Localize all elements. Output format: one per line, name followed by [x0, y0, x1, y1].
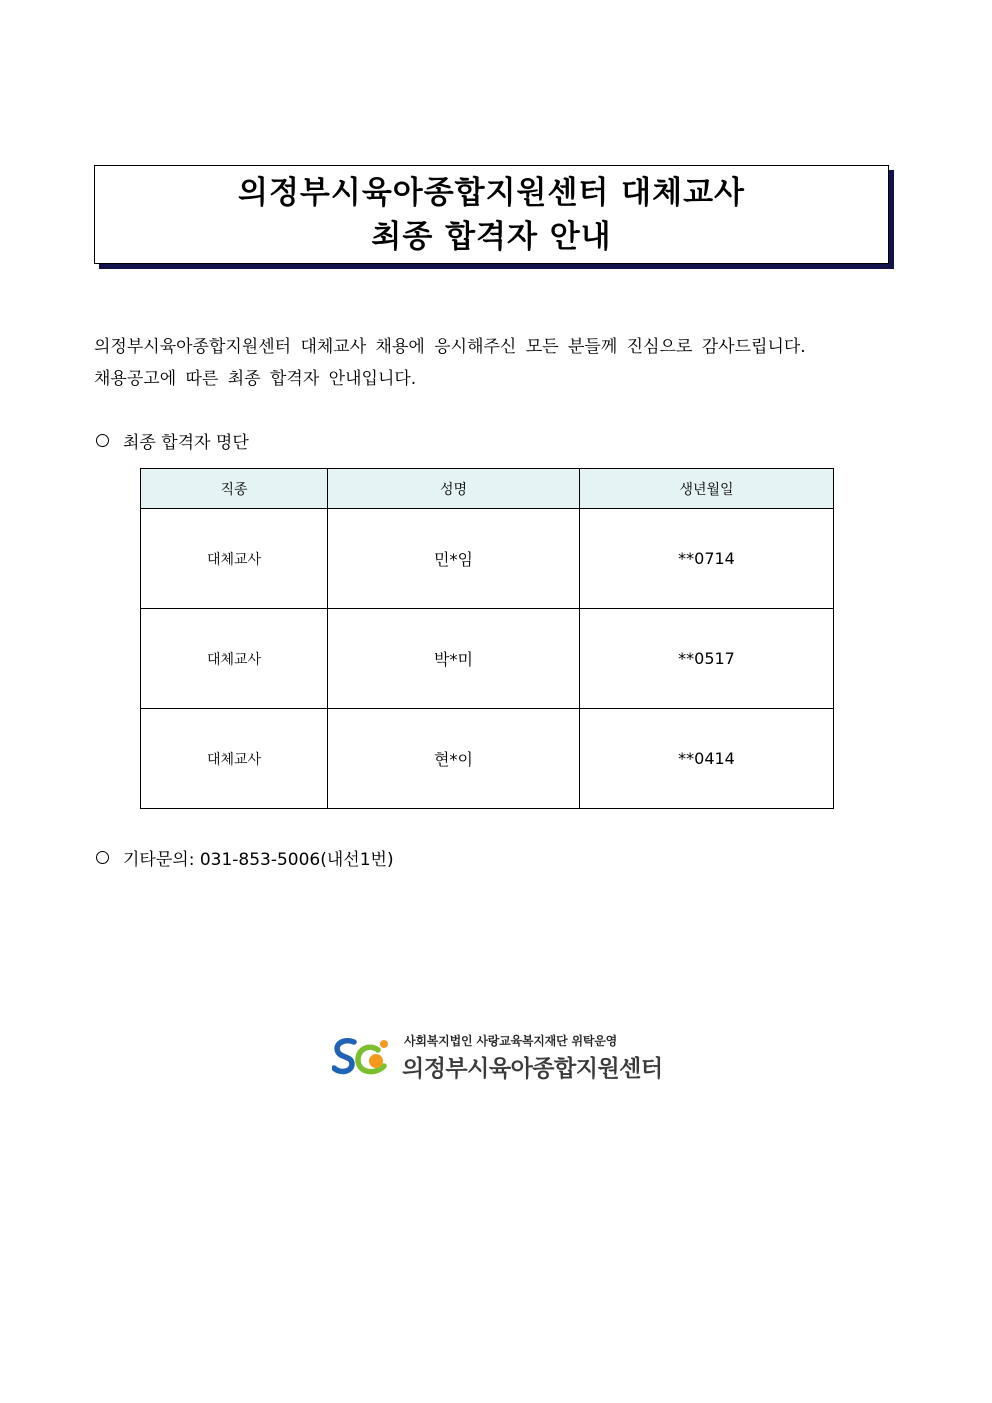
circle-bullet-icon — [96, 851, 109, 864]
logo-subtitle: 사회복지법인 사랑교육복지재단 위탁운영 — [404, 1034, 618, 1048]
cell-job-type: 대체교사 — [141, 509, 328, 609]
section-heading-results — [94, 428, 249, 453]
cell-job-type: 대체교사 — [141, 709, 328, 809]
contact-info-text: 기타문의: 031-853-5006(내선1번) — [123, 850, 394, 870]
table-header-row — [141, 469, 834, 509]
table-row — [141, 709, 834, 809]
table-row — [141, 609, 834, 709]
logo-organization-name: 의정부시육아종합지원센터 — [402, 1056, 663, 1082]
title-box — [94, 165, 889, 264]
cell-birthdate: **0414 — [580, 709, 834, 809]
header-job-type: 직종 — [141, 469, 328, 509]
intro-paragraph — [94, 331, 806, 395]
results-table — [140, 468, 834, 809]
cell-name: 박*미 — [328, 609, 580, 709]
organization-logo — [332, 1030, 662, 1082]
cell-job-type: 대체교사 — [141, 609, 328, 709]
contact-info — [94, 845, 394, 870]
logo-mark-icon — [332, 1034, 394, 1080]
intro-line-2: 채용공고에 따른 최종 합격자 안내입니다. — [94, 369, 417, 389]
cell-name: 민*임 — [328, 509, 580, 609]
document-title-line-1: 의정부시육아종합지원센터 대체교사 — [238, 174, 745, 211]
circle-bullet-icon — [96, 434, 109, 447]
table-row — [141, 509, 834, 609]
section-heading-results-label: 최종 합격자 명단 — [123, 433, 249, 453]
cell-birthdate: **0517 — [580, 609, 834, 709]
cell-name: 현*이 — [328, 709, 580, 809]
intro-line-1: 의정부시육아종합지원센터 대체교사 채용에 응시해주신 모든 분들께 진심으로 감사드립니다. — [94, 337, 806, 357]
cell-birthdate: **0714 — [580, 509, 834, 609]
document-title-line-2: 최종 합격자 안내 — [371, 218, 612, 255]
header-birthdate: 생년월일 — [580, 469, 834, 509]
header-name: 성명 — [328, 469, 580, 509]
